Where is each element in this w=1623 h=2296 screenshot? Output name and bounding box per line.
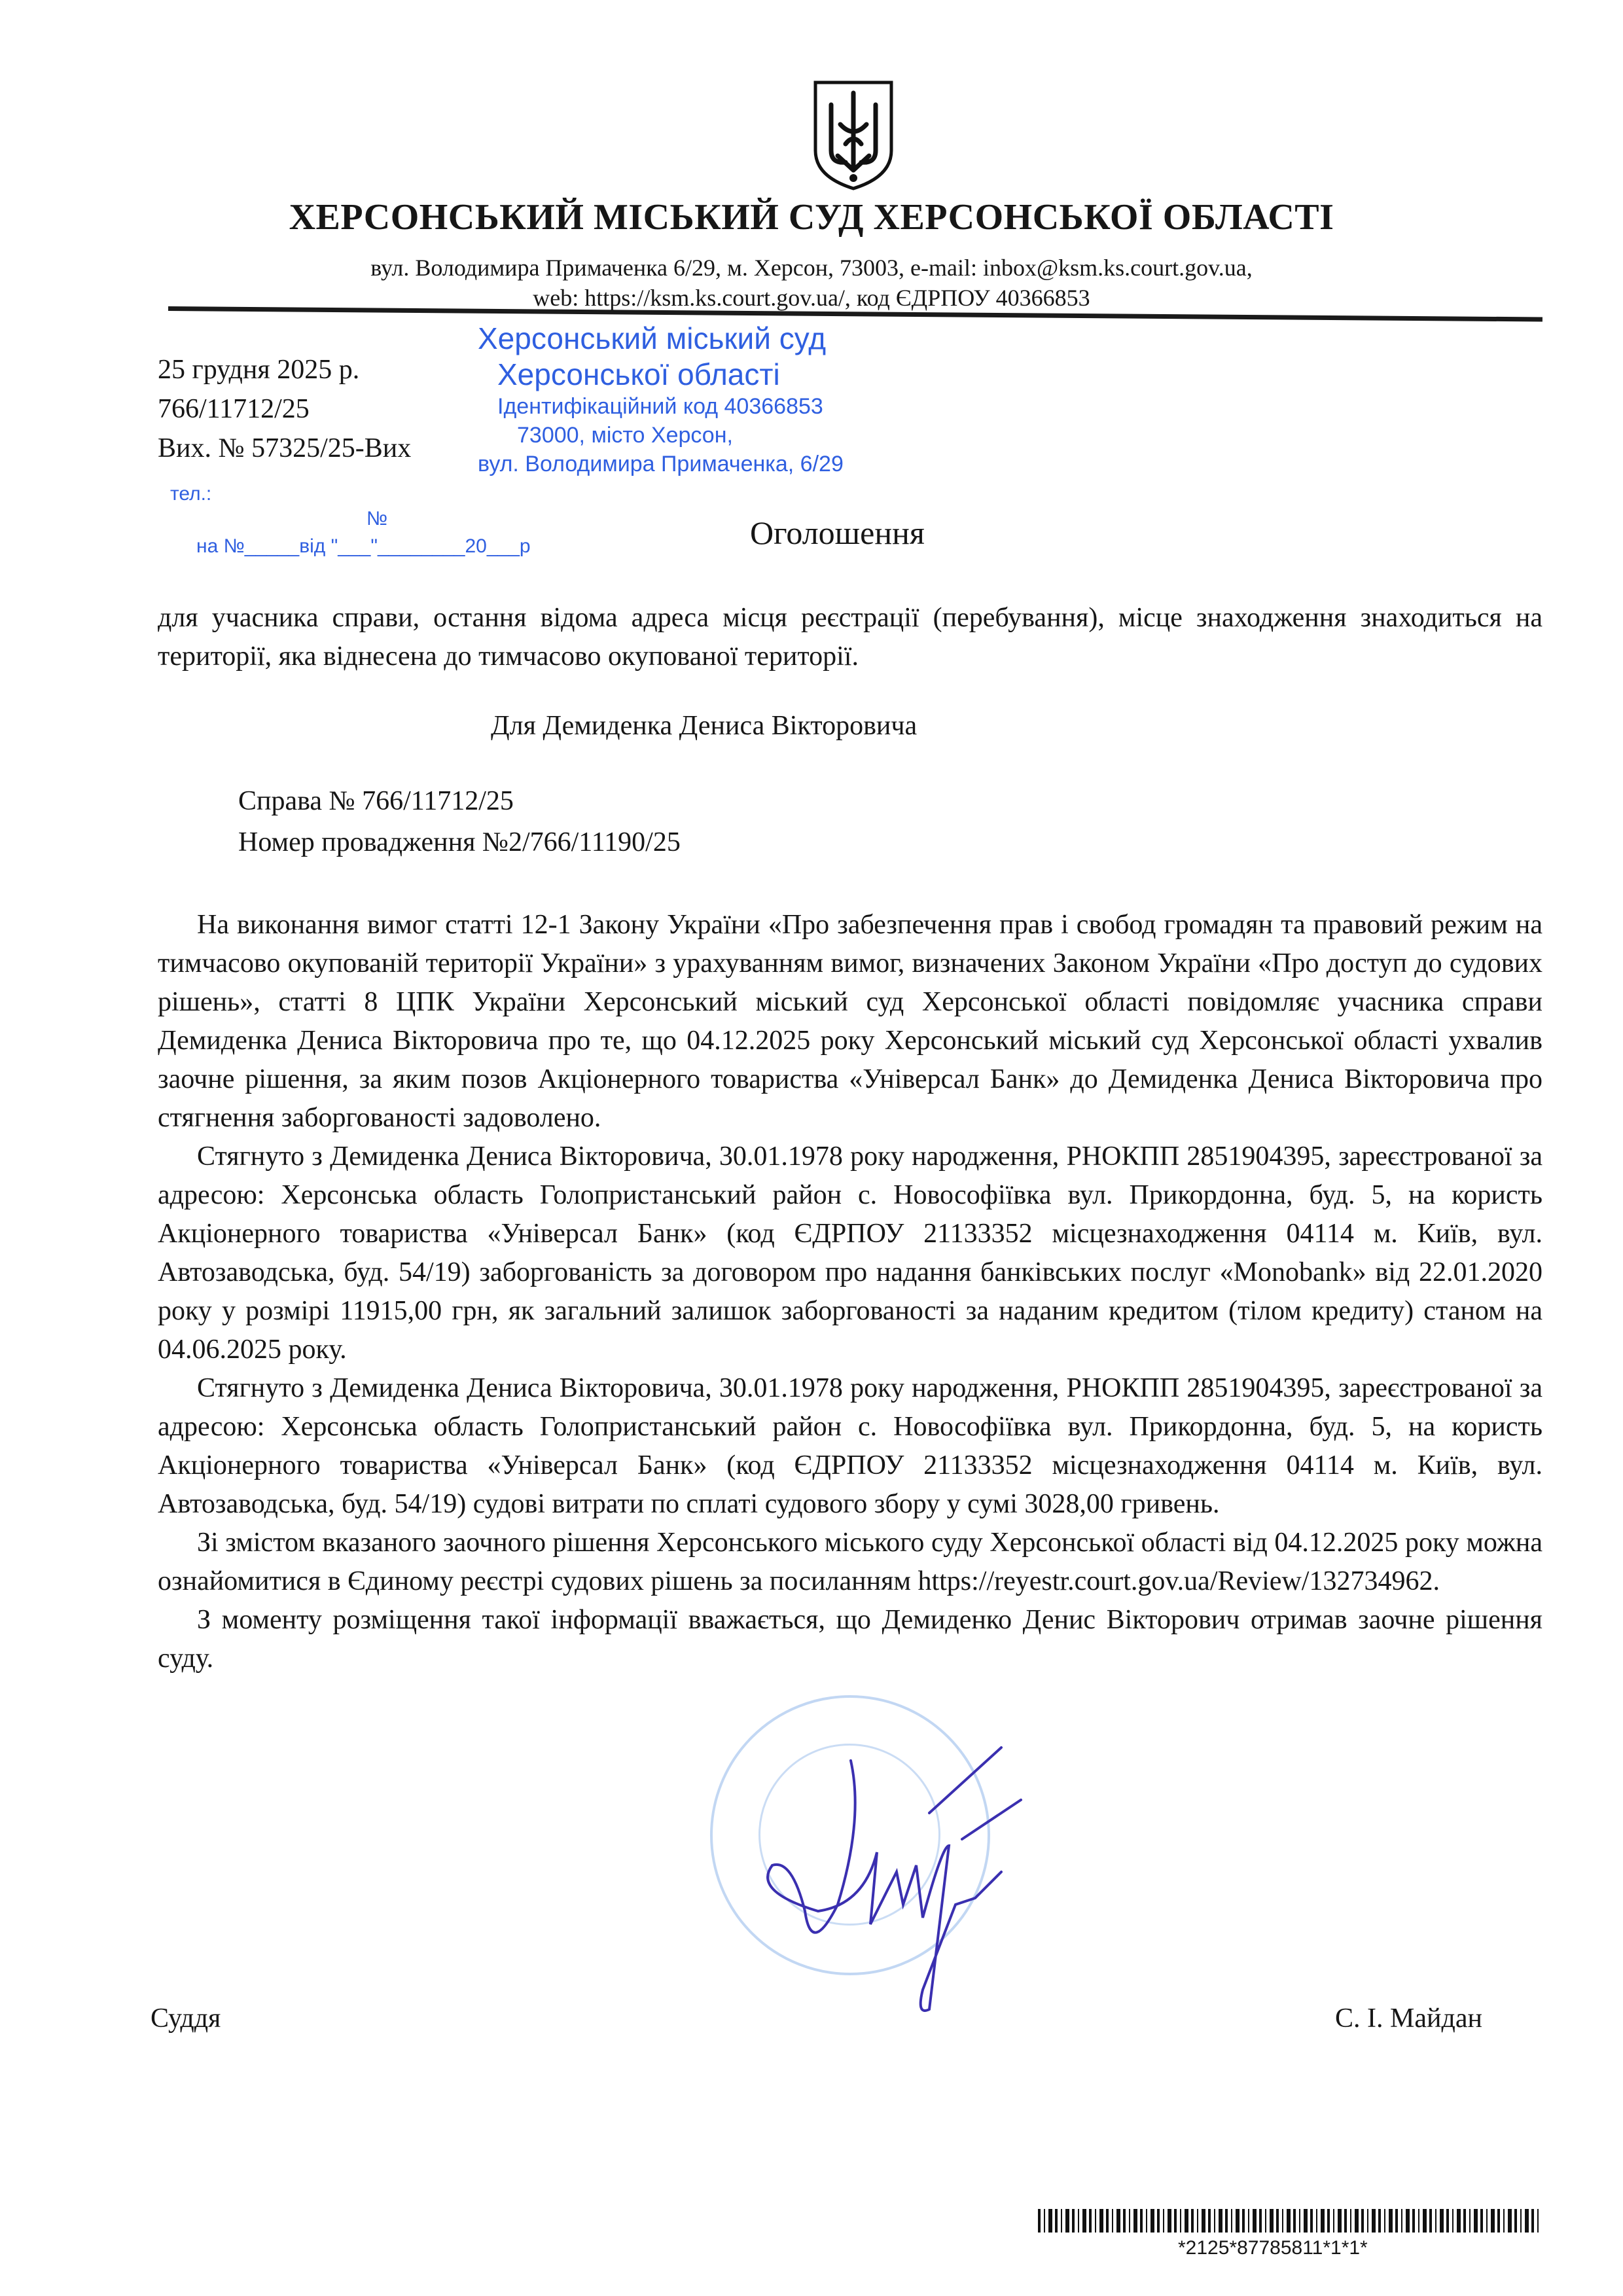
document-heading: Оголошення <box>750 514 925 551</box>
document-date: 25 грудня 2025 р. <box>158 355 360 385</box>
stamp-line: Херсонської області <box>497 357 780 391</box>
recipient: Для Демиденка Дениса Вікторовича <box>491 711 918 741</box>
document-subheading <box>158 599 1543 676</box>
stamp-line: Херсонський міський суд <box>478 321 827 355</box>
stamp-line: № <box>366 508 388 529</box>
body-paragraph: На виконання вимог статті 12-1 Закону України «Про забезпечення прав і свобод громадян та правовий режим на тимчасово окупованій території України» з урахуванням вимог, визначених Законом України «Про доступ до судових рішень», статті 8 ЦПК України Херсонський міський суд Херсонської області повідомляє учасника справи Демиденка Дениса Вікторовича про те, що 04.12.2025 року Херсонський міський суд Херсонської області ухвалив заочне рішення, за яким позов Акціонерного товариства «Універсал Банк» до Демиденка Дениса Вікторовича про стягнення заборгованості задоволено. <box>158 910 1543 1133</box>
body-paragraph: Стягнуто з Демиденка Дениса Вікторовича, 30.01.1978 року народження, РНОКПП 2851904395, зареєстрованої за адресою: Херсонська область Голопристанський район с. Новософіївка вул. Прикордонна, буд. 5, на користь Акціонерного товариства «Універсал Банк» (код ЄДРПОУ 21133352 місцезнаходження 04114 м. Київ, вул. Автозаводська, буд. 54/19) заборгованість за договором про надання банківських послуг «Monobank» від 22.01.2020 року у розмірі 11915,00 грн, як загальний залишок заборгованості за наданим кредитом (тілом кредиту) станом на 04.06.2025 року. <box>158 1141 1543 1365</box>
trident-icon <box>812 79 895 191</box>
case-number: Справа № 766/11712/25 <box>238 786 514 816</box>
barcode <box>1038 2209 1539 2233</box>
stamp-line: Ідентифікаційний код 40366853 <box>497 394 823 419</box>
subheading-text: для учасника справи, остання відома адреса місця реєстрації (перебування), місце знаходження знаходиться на території, яка віднесена до тимчасово окупованої території. <box>158 603 1543 672</box>
outgoing-number: Вих. № 57325/25-Вих <box>158 433 412 463</box>
court-name-title: ХЕРСОНСЬКИЙ МІСЬКИЙ СУД ХЕРСОНСЬКОЇ ОБЛАСТІ <box>289 197 1334 238</box>
barcode-text: *2125*87785811*1*1* <box>1178 2237 1368 2259</box>
signature-name: С. І. Майдан <box>1335 2003 1482 2034</box>
case-reference: 766/11712/25 <box>158 394 310 424</box>
signature-role: Суддя <box>151 2003 221 2034</box>
case-info <box>238 781 681 863</box>
court-address: вул. Володимира Примаченка 6/29, м. Херсон, 73003, e-mail: inbox@ksm.ks.court.gov.ua, <box>370 255 1253 281</box>
document-body <box>158 906 1543 1678</box>
stamp-line: вул. Володимира Примаченка, 6/29 <box>478 452 844 476</box>
body-paragraph: Стягнуто з Демиденка Дениса Вікторовича, 30.01.1978 року народження, РНОКПП 2851904395, зареєстрованої за адресою: Херсонська область Голопристанський район с. Новософіївка вул. Прикордонна, буд. 5, на користь Акціонерного товариства «Універсал Банк» (код ЄДРПОУ 21133352 місцезнаходження 04114 м. Київ, вул. Автозаводська, буд. 54/19) судові витрати по сплаті судового збору у сумі 3028,00 гривень. <box>158 1373 1543 1519</box>
proceeding-number: Номер провадження №2/766/11190/25 <box>238 827 681 857</box>
judge-signature <box>766 1741 1106 2029</box>
stamp-line: тел.: <box>170 483 212 505</box>
court-web-code: web: https://ksm.ks.court.gov.ua/, код ЄДРПОУ 40366853 <box>533 285 1090 311</box>
body-paragraph: Зі змістом вказаного заочного рішення Херсонського міського суду Херсонської області від 04.12.2025 року можна ознайомитися в Єдиному реєстрі судових рішень за посиланням https://reyestr.court.gov.ua/Review/132734962. <box>158 1528 1543 1596</box>
document-meta <box>158 350 411 468</box>
stamp-line: на №_____від "___"________20___р <box>196 535 531 557</box>
body-paragraph: З моменту розміщення такої інформації вважається, що Демиденко Денис Вікторович отримав заочне рішення суду. <box>158 1605 1543 1674</box>
stamp-line: 73000, місто Херсон, <box>517 423 733 448</box>
